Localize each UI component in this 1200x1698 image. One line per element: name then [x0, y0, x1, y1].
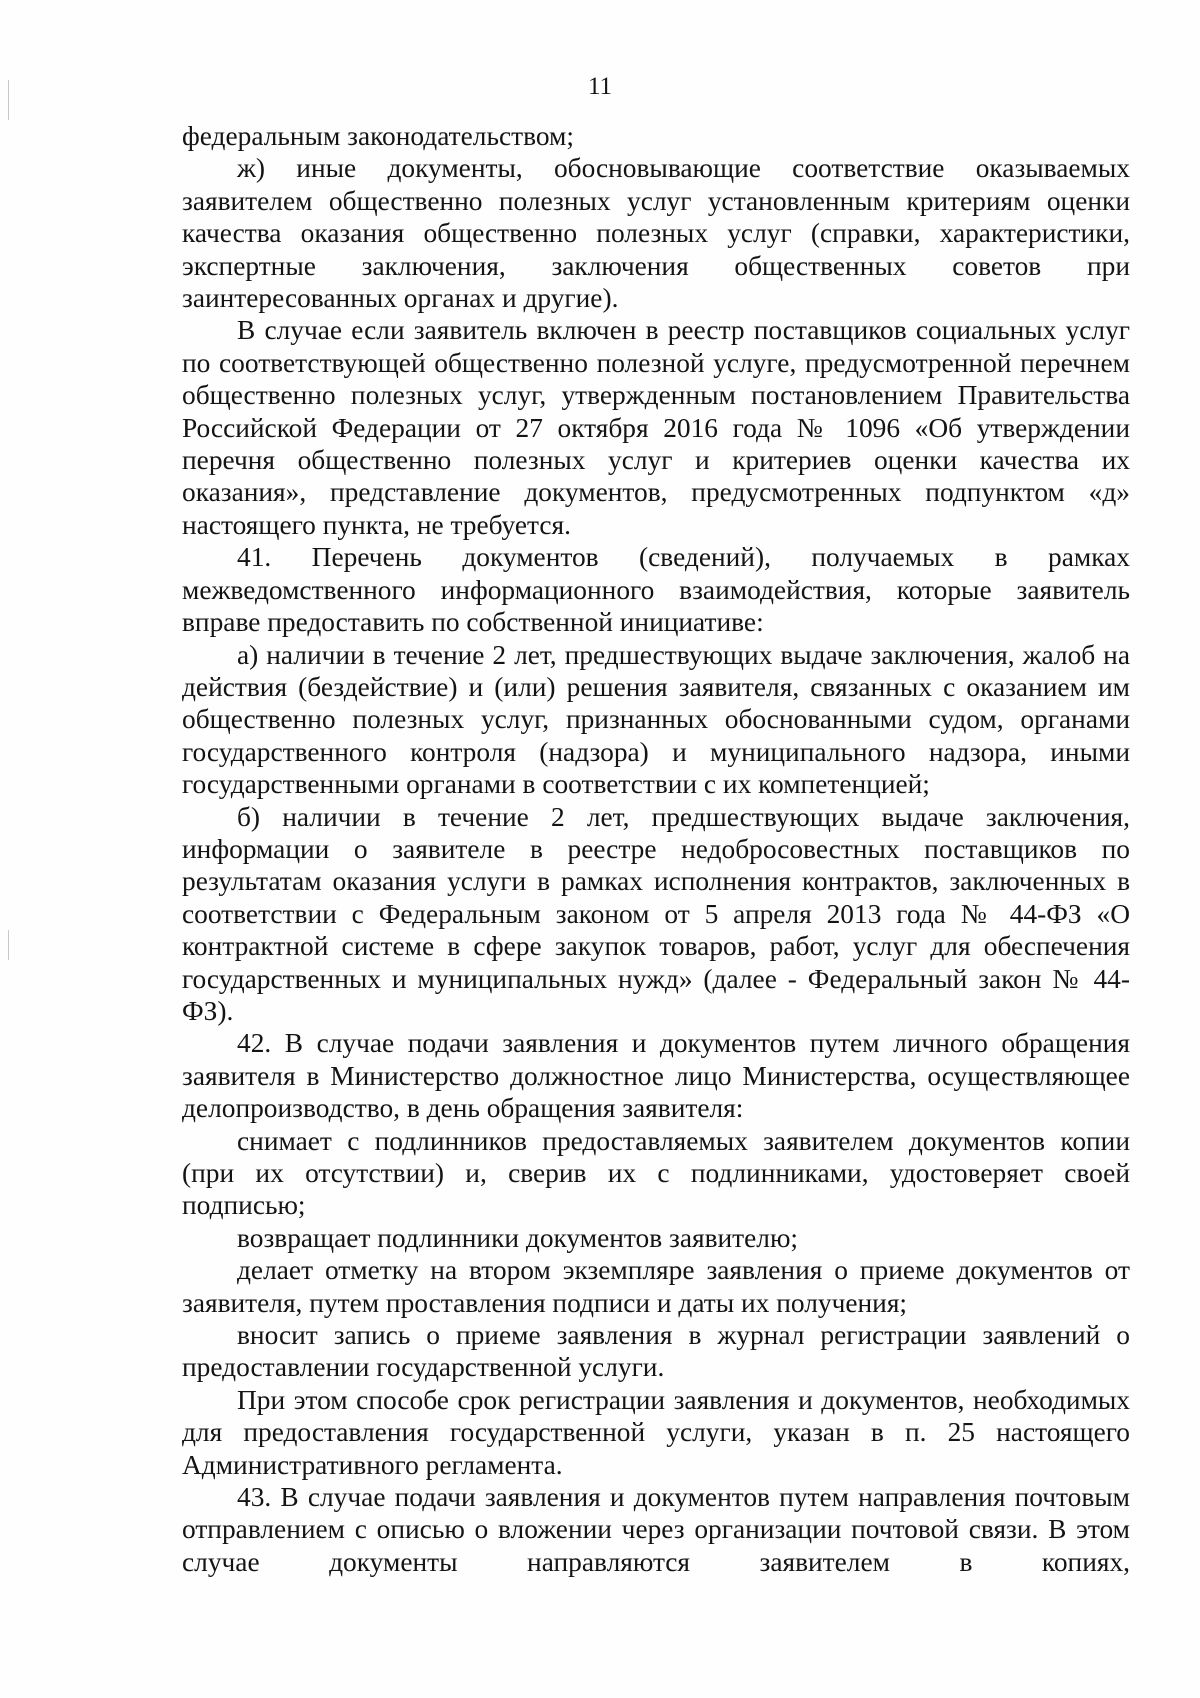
paragraph: а) наличии в течение 2 лет, предшествующих выдаче заключения, жалоб на действия (бездействие) и (или) решения заявителя, связанных с оказанием им общественно полезных услуг, признанных обоснованными судом, органами государственного контроля (надзора) и муниципального надзора, иными государственными органами в соответствии с их компетенцией; [182, 639, 1130, 800]
paragraph: 41. Перечень документов (сведений), получаемых в рамках межведомственного информационного взаимодействия, которые заявитель вправе предоставить по собственной инициативе: [182, 542, 1130, 638]
paragraph: 43. В случае подачи заявления и документов путем направления почтовым отправлением с описью о вложении через организации почтовой связи. В этом случае документы направляются заявителем в копиях, [182, 1482, 1130, 1577]
page-number: 11 [587, 73, 613, 100]
paragraph: вносит запись о приеме заявления в журнал регистрации заявлений о предоставлении государственной услуги. [182, 1320, 1130, 1383]
scan-edge-mark [8, 930, 9, 960]
document-body [182, 120, 1130, 1578]
paragraph: б) наличии в течение 2 лет, предшествующих выдаче заключения, информации о заявителе в реестре недобросовестных поставщиков по результатам оказания услуги в рамках исполнения контрактов, заключенных в соответствии с Федеральным законом от 5 апреля 2013 года № 44-ФЗ «О контрактной системе в сфере закупок товаров, работ, услуг для обеспечения государственных и муниципальных нужд» (далее - Федеральный закон № 44-ФЗ). [182, 801, 1130, 1026]
paragraph: снимает с подлинников предоставляемых заявителем документов копии (при их отсутствии) и, сверив их с подлинниками, удостоверяет своей подписью; [182, 1125, 1130, 1221]
paragraph: ж) иные документы, обосновывающие соответствие оказываемых заявителем общественно полезных услуг установленным критериям оценки качества оказания общественно полезных услуг (справки, характеристики, экспертные заключения, заключения общественных советов при заинтересованных органах и другие). [182, 153, 1130, 314]
paragraph: делает отметку на втором экземпляре заявления о приеме документов от заявителя, путем проставления подписи и даты их получения; [182, 1255, 1130, 1318]
paragraph: возвращает подлинники документов заявителю; [237, 1222, 799, 1253]
paragraph: федеральным законодательством; [182, 121, 574, 151]
paragraph: В случае если заявитель включен в реестр поставщиков социальных услуг по соответствующей общественно полезной услуге, предусмотренной перечнем общественно полезных услуг, утвержденным постановлением Правительства Российской Федерации от 27 октября 2016 года № 1096 «Об утверждении перечня общественно полезных услуг и критериев оценки качества их оказания», представление документов, предусмотренных подпунктом «д» настоящего пункта, не требуется. [182, 315, 1130, 540]
paragraph: При этом способе срок регистрации заявления и документов, необходимых для предоставления государственной услуги, указан в п. 25 настоящего Административного регламента. [182, 1384, 1130, 1480]
paragraph: 42. В случае подачи заявления и документов путем личного обращения заявителя в Министерство должностное лицо Министерства, осуществляющее делопроизводство, в день обращения заявителя: [182, 1028, 1130, 1124]
